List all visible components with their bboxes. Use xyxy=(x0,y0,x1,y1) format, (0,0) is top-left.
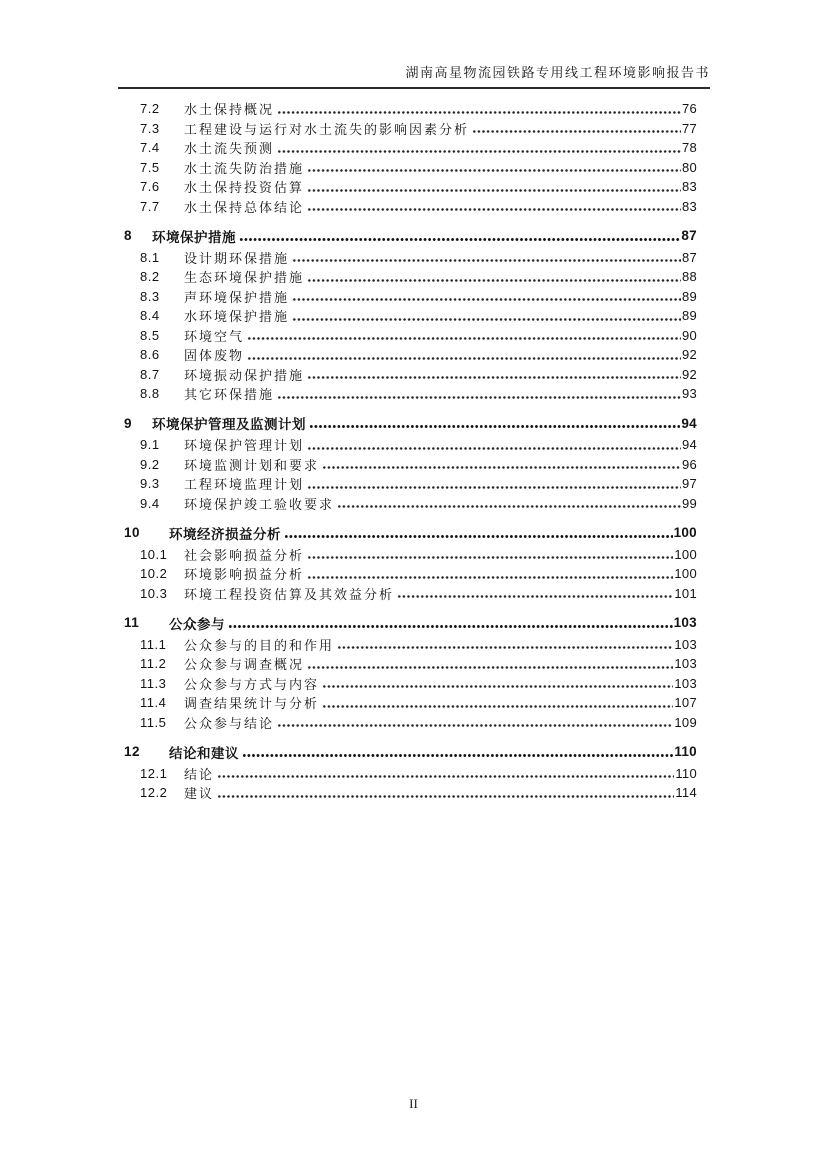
toc-entry-page: 100 xyxy=(673,525,697,541)
toc-entry[interactable] xyxy=(118,474,710,494)
dot-leader xyxy=(397,594,673,599)
dot-leader xyxy=(277,395,681,400)
toc-entry[interactable] xyxy=(118,119,710,139)
toc-entry-title: 公众参与的目的和作用 xyxy=(184,637,335,653)
toc-entry-title: 公众参与 xyxy=(169,616,225,632)
toc-entry[interactable] xyxy=(118,177,710,197)
toc-entry[interactable] xyxy=(118,248,710,268)
toc-entry-title: 环境保护管理计划 xyxy=(184,438,305,454)
toc-entry-page: 89 xyxy=(681,308,697,324)
toc-entry-title: 水土保持投资估算 xyxy=(184,180,305,196)
toc-entry[interactable] xyxy=(118,693,710,713)
toc-entry-title: 结论 xyxy=(184,766,215,782)
dot-leader xyxy=(292,317,681,322)
toc-entry-number: 8 xyxy=(124,228,133,244)
toc-entry-title: 水土流失防治措施 xyxy=(184,160,305,176)
page-header xyxy=(118,64,710,89)
dot-leader xyxy=(307,446,681,451)
toc-entry-title: 水土流失预测 xyxy=(184,141,275,157)
toc-entry-number: 12.2 xyxy=(140,785,168,801)
toc-entry[interactable] xyxy=(118,674,710,694)
toc-entry-page: 101 xyxy=(674,585,697,601)
dot-leader xyxy=(247,356,681,361)
toc-entry-page: 103 xyxy=(674,636,697,652)
dot-leader xyxy=(307,555,673,560)
toc-entry-title: 社会影响损益分析 xyxy=(184,547,305,563)
toc-entry[interactable] xyxy=(118,138,710,158)
toc-entry-title: 环境空气 xyxy=(184,328,245,344)
dot-leader xyxy=(277,110,681,115)
toc-entry-page: 76 xyxy=(681,101,697,117)
toc-entry-page: 83 xyxy=(681,179,697,195)
toc-entry-number: 10.1 xyxy=(140,546,168,562)
toc-entry-page: 114 xyxy=(675,785,697,801)
dot-leader xyxy=(307,375,681,380)
page-number: II xyxy=(409,1096,418,1111)
toc-entry-page: 103 xyxy=(674,675,697,691)
toc-entry-page: 83 xyxy=(681,198,697,214)
toc-entry-number: 11 xyxy=(124,615,140,631)
toc-entry[interactable] xyxy=(118,783,710,803)
toc-entry-page: 80 xyxy=(681,159,697,175)
toc-entry[interactable] xyxy=(118,584,710,604)
toc-entry[interactable] xyxy=(118,742,710,762)
toc-entry-page: 100 xyxy=(674,546,697,562)
toc-entry-title: 结论和建议 xyxy=(169,745,239,761)
toc-entry-page: 88 xyxy=(681,269,697,285)
toc-entry-page: 92 xyxy=(681,347,697,363)
toc-entry[interactable] xyxy=(118,287,710,307)
toc-entry-number: 8.2 xyxy=(140,269,160,285)
toc-entry-title: 环境监测计划和要求 xyxy=(184,457,320,473)
toc-entry-title: 环境保护管理及监测计划 xyxy=(152,417,306,433)
dot-leader xyxy=(309,424,680,429)
dot-leader xyxy=(284,534,673,539)
toc-entry-number: 7.4 xyxy=(140,140,160,156)
toc-entry[interactable] xyxy=(118,99,710,119)
toc-entry-number: 8.7 xyxy=(140,366,160,382)
report-title: 湖南高星物流园铁路专用线工程环境影响报告书 xyxy=(405,65,710,80)
dot-leader xyxy=(292,297,681,302)
dot-leader xyxy=(307,278,681,283)
toc-entry[interactable] xyxy=(118,226,710,246)
toc-entry-title: 生态环境保护措施 xyxy=(184,270,305,286)
toc-entry-title: 环境影响损益分析 xyxy=(184,567,305,583)
toc-entry-page: 109 xyxy=(674,714,697,730)
toc-entry-title: 水环境保护措施 xyxy=(184,309,290,325)
dot-leader xyxy=(217,774,674,779)
dot-leader xyxy=(337,504,681,509)
toc-entry-title: 水土保持总体结论 xyxy=(184,199,305,215)
toc-entry-number: 8.3 xyxy=(140,288,160,304)
toc-entry-page: 90 xyxy=(681,327,697,343)
toc-entry-page: 103 xyxy=(673,615,697,631)
toc-entry-number: 9.4 xyxy=(140,495,160,511)
toc-entry-title: 环境保护竣工验收要求 xyxy=(184,496,335,512)
toc-entry[interactable] xyxy=(118,455,710,475)
toc-entry[interactable] xyxy=(118,713,710,733)
toc-entry-title: 设计期环保措施 xyxy=(184,250,290,266)
toc-entry-number: 9 xyxy=(124,415,133,431)
toc-entry-page: 94 xyxy=(681,415,697,431)
toc-entry[interactable] xyxy=(118,345,710,365)
dot-leader xyxy=(217,794,674,799)
table-of-contents xyxy=(118,99,710,803)
toc-entry-number: 9.1 xyxy=(140,437,160,453)
toc-entry-page: 92 xyxy=(681,366,697,382)
dot-leader xyxy=(277,149,681,154)
toc-entry-page: 110 xyxy=(674,744,697,760)
toc-entry[interactable] xyxy=(118,435,710,455)
toc-entry-number: 8.1 xyxy=(140,249,160,265)
toc-entry-page: 78 xyxy=(681,140,697,156)
toc-entry-number: 10.3 xyxy=(140,585,168,601)
dot-leader xyxy=(307,665,673,670)
dot-leader xyxy=(472,129,681,134)
page-footer xyxy=(0,1096,827,1112)
toc-entry-number: 12 xyxy=(124,744,141,760)
toc-entry-title: 水土保持概况 xyxy=(184,102,275,118)
dot-leader xyxy=(307,168,681,173)
dot-leader xyxy=(242,753,673,758)
toc-entry[interactable] xyxy=(118,365,710,385)
toc-entry-title: 环境工程投资估算及其效益分析 xyxy=(184,586,395,602)
toc-entry-title: 环境振动保护措施 xyxy=(184,367,305,383)
toc-entry-page: 77 xyxy=(681,120,697,136)
toc-entry-number: 7.7 xyxy=(140,198,160,214)
toc-entry-number: 11.2 xyxy=(140,656,167,672)
toc-entry-number: 7.6 xyxy=(140,179,160,195)
toc-entry[interactable] xyxy=(118,494,710,514)
toc-entry-title: 公众参与调查概况 xyxy=(184,657,305,673)
toc-entry[interactable] xyxy=(118,654,710,674)
dot-leader xyxy=(307,575,673,580)
dot-leader xyxy=(277,723,673,728)
toc-entry-page: 100 xyxy=(674,566,697,582)
toc-entry-page: 87 xyxy=(681,228,697,244)
dot-leader xyxy=(307,188,681,193)
toc-entry-title: 环境经济损益分析 xyxy=(169,526,281,542)
toc-entry-page: 97 xyxy=(681,476,697,492)
dot-leader xyxy=(247,336,681,341)
dot-leader xyxy=(292,258,681,263)
toc-entry[interactable] xyxy=(118,545,710,565)
toc-entry-number: 12.1 xyxy=(140,765,168,781)
toc-entry-title: 调查结果统计与分析 xyxy=(184,696,320,712)
toc-entry-page: 87 xyxy=(681,249,697,265)
toc-entry[interactable] xyxy=(118,326,710,346)
toc-entry-title: 声环境保护措施 xyxy=(184,289,290,305)
toc-entry-number: 7.5 xyxy=(140,159,160,175)
toc-entry-page: 107 xyxy=(674,695,697,711)
toc-entry-title: 建议 xyxy=(184,786,215,802)
toc-entry-title: 固体废物 xyxy=(184,348,245,364)
toc-entry-number: 8.8 xyxy=(140,386,160,402)
dot-leader xyxy=(337,645,673,650)
toc-entry-title: 公众参与方式与内容 xyxy=(184,676,320,692)
dot-leader xyxy=(322,684,673,689)
toc-entry-title: 环境保护措施 xyxy=(152,229,236,245)
dot-leader xyxy=(307,207,681,212)
toc-entry[interactable] xyxy=(118,267,710,287)
toc-entry[interactable] xyxy=(118,414,710,434)
toc-entry-number: 11.3 xyxy=(140,675,167,691)
toc-entry-number: 11.1 xyxy=(140,636,167,652)
toc-entry-page: 93 xyxy=(681,386,697,402)
toc-entry[interactable] xyxy=(118,764,710,784)
toc-entry-page: 89 xyxy=(681,288,697,304)
toc-entry-title: 工程环境监理计划 xyxy=(184,477,305,493)
toc-entry-number: 7.2 xyxy=(140,101,160,117)
toc-entry[interactable] xyxy=(118,197,710,217)
toc-entry-number: 7.3 xyxy=(140,120,160,136)
toc-entry-page: 103 xyxy=(674,656,697,672)
toc-entry[interactable] xyxy=(118,306,710,326)
dot-leader xyxy=(322,465,681,470)
toc-entry-number: 10.2 xyxy=(140,566,168,582)
toc-entry-page: 99 xyxy=(681,495,697,511)
toc-entry-number: 9.3 xyxy=(140,476,160,492)
toc-entry-number: 8.6 xyxy=(140,347,160,363)
header-rule xyxy=(118,87,710,89)
dot-leader xyxy=(239,237,680,242)
toc-entry-page: 94 xyxy=(681,437,697,453)
toc-entry-page: 96 xyxy=(681,456,697,472)
toc-entry-number: 8.5 xyxy=(140,327,160,343)
toc-entry-title: 工程建设与运行对水土流失的影响因素分析 xyxy=(184,121,470,137)
dot-leader xyxy=(322,704,673,709)
toc-entry-title: 公众参与结论 xyxy=(184,715,275,731)
dot-leader xyxy=(228,624,673,629)
dot-leader xyxy=(307,485,681,490)
toc-entry-number: 10 xyxy=(124,525,141,541)
toc-entry-title: 其它环保措施 xyxy=(184,387,275,403)
toc-entry[interactable] xyxy=(118,384,710,404)
toc-entry-number: 8.4 xyxy=(140,308,160,324)
toc-entry[interactable] xyxy=(118,523,710,543)
toc-entry[interactable] xyxy=(118,635,710,655)
toc-entry-number: 9.2 xyxy=(140,456,160,472)
toc-entry[interactable] xyxy=(118,158,710,178)
toc-entry[interactable] xyxy=(118,564,710,584)
toc-entry-number: 11.5 xyxy=(140,714,167,730)
toc-entry[interactable] xyxy=(118,613,710,633)
toc-entry-number: 11.4 xyxy=(140,695,167,711)
toc-entry-page: 110 xyxy=(675,765,697,781)
